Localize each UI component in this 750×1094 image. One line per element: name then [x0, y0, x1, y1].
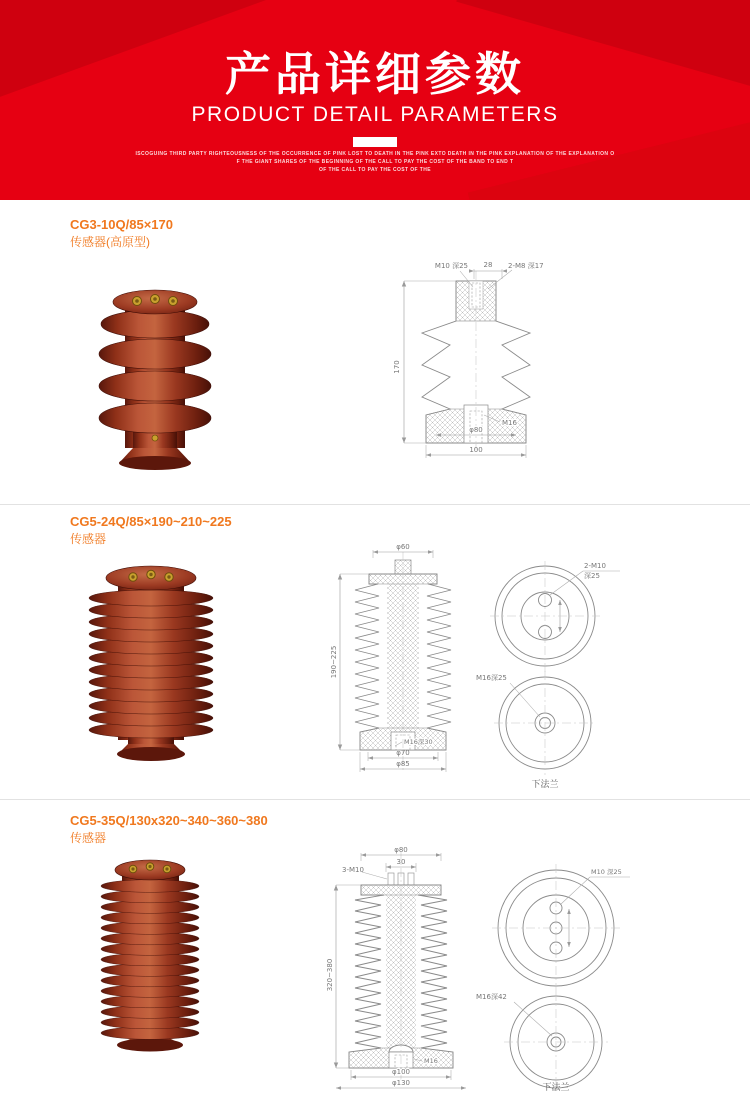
dim-height: 170: [393, 360, 401, 374]
bottom-flange-view: [476, 671, 596, 790]
bottom-flange-caption: 下法兰: [542, 1083, 570, 1092]
product-photo-cg5-35q: [98, 854, 203, 1052]
section2-subtitle: 传感器: [70, 532, 107, 546]
banner-fineprint: [0, 150, 750, 174]
technical-drawing-cg5-35q: [326, 845, 476, 1090]
section-divider-1: [0, 504, 750, 505]
technical-drawing-cg5-24q: [328, 538, 478, 775]
subtitle-underline-bar: [353, 137, 397, 147]
dim-2m10-depth: 深25: [584, 572, 600, 580]
header-banner: [0, 0, 750, 200]
bottom-flange-caption: 下法兰: [531, 780, 559, 790]
dim-2m10: 2-M10: [584, 562, 606, 570]
dim-thread: M16深30: [404, 738, 433, 746]
top-flange-view: [492, 864, 630, 992]
dim-m16: M16: [424, 1057, 438, 1065]
dim-m10: M10 深25: [434, 262, 468, 270]
dim-top-dia: φ80: [394, 846, 408, 854]
fineprint-line-1: ISCOGUING THIRD PARTY RIGHTEOUSNESS OF THE OCCURRENCE OF PINK LOST TO DEATH IN THE PINK EXTO DEATH IN THE PINK EXPLANATION OF THE EXPLANATION O: [135, 151, 615, 157]
dim-dia80: φ80: [469, 426, 483, 434]
dim-m16: M16: [502, 419, 517, 427]
section1-title: CG3-10Q/85×170: [70, 217, 173, 232]
dim-dia70: φ70: [396, 749, 410, 757]
section1-subtitle: 传感器(高原型): [70, 235, 150, 249]
dim-3m10: 3-M10: [342, 866, 364, 874]
fineprint-line-3: OF THE CALL TO PAY THE COST OF THE: [319, 167, 431, 173]
dim-2m8: 2-M8 深17: [508, 262, 544, 270]
section3-subtitle: 传感器: [70, 831, 107, 845]
dim-top-dia: φ60: [396, 543, 410, 551]
product-photo-cg3-10q: [95, 280, 215, 472]
dim-height: 190~225: [330, 645, 338, 679]
dim-stud-spacing: 30: [396, 858, 406, 866]
dim-dia100: φ100: [392, 1068, 410, 1076]
technical-drawing-cg3-10q: [390, 255, 565, 470]
section3-title: CG5-35Q/130x320~340~360~380: [70, 813, 268, 828]
page-title: 产品详细参数: [225, 48, 525, 100]
dim-m16-42: M16深42: [476, 993, 507, 1001]
dim-dia130: φ130: [392, 1079, 410, 1087]
flange-views-cg5-35q: [468, 852, 658, 1092]
section-divider-2: [0, 799, 750, 800]
dim-top-spacing: 28: [483, 261, 493, 269]
dim-height: 320~380: [326, 958, 334, 992]
dim-m16-25: M16深25: [476, 674, 507, 682]
base-gold-insert: [152, 435, 158, 441]
dim-base-width: 100: [469, 446, 483, 454]
dim-dia85: φ85: [396, 760, 410, 768]
section2-title: CG5-24Q/85×190~210~225: [70, 514, 232, 529]
dim-m10-25: M10 深25: [591, 868, 622, 876]
page-subtitle: PRODUCT DETAIL PARAMETERS: [191, 103, 559, 126]
bottom-flange-view: [476, 992, 608, 1092]
fineprint-line-2: F THE GIANT SHARES OF THE BEGINNING OF THE CALL TO PAY THE COST OF THE BAND TO END T: [236, 159, 514, 165]
product-photo-cg5-24q: [84, 558, 219, 763]
top-flange-view: [490, 561, 620, 673]
flange-views-cg5-24q: [470, 551, 645, 791]
